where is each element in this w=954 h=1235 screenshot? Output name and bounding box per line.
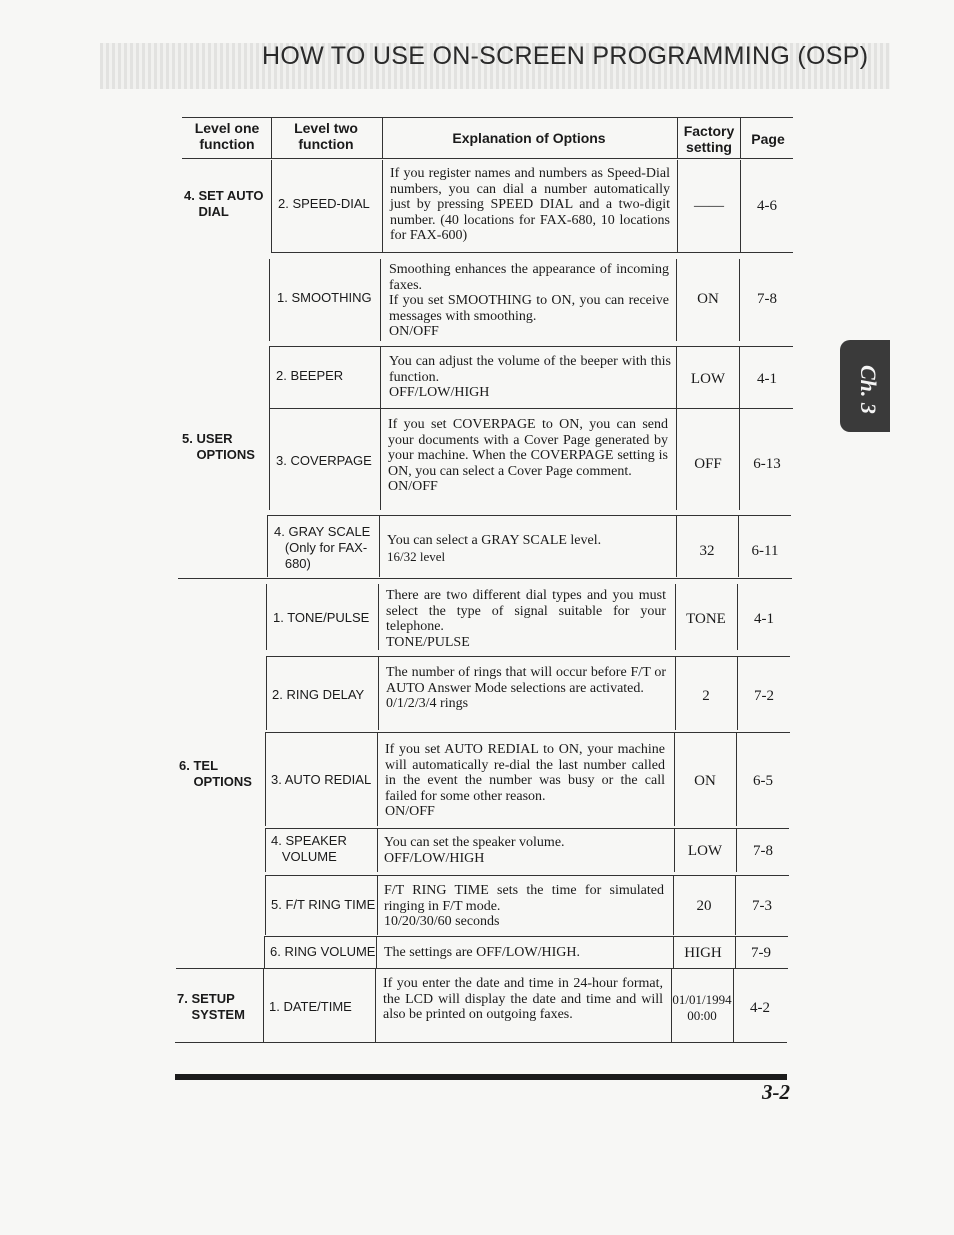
level-two-smoothing: 1. SMOOTHING bbox=[277, 290, 372, 305]
row-divider bbox=[377, 875, 378, 935]
page-smoothing: 7-8 bbox=[757, 291, 777, 307]
row-divider bbox=[673, 875, 674, 935]
explanation-auto-redial: If you set AUTO REDIAL to ON, your machine will automatically re-dial the last number called in the event the number was busy or the call failed for some other reason. ON/OFF bbox=[385, 742, 665, 819]
table-bottom-line bbox=[175, 1042, 787, 1043]
row-divider bbox=[266, 584, 267, 650]
row-divider bbox=[676, 259, 677, 341]
header-divider-1 bbox=[271, 117, 272, 158]
factory-auto-redial: ON bbox=[694, 773, 716, 789]
explanation-smoothing: Smoothing enhances the appearance of incoming faxes. If you set SMOOTHING to ON, you can receive messages with smoothing. ON/OFF bbox=[389, 262, 669, 339]
factory-gray-scale: 32 bbox=[699, 543, 715, 559]
level-one-user-options: 5. USER OPTIONS bbox=[182, 431, 255, 462]
explanation-ring-volume: The settings are OFF/LOW/HIGH. bbox=[384, 945, 580, 960]
level-two-ft-ring-time: 5. F/T RING TIME bbox=[271, 897, 376, 912]
header-top-line bbox=[182, 117, 793, 118]
page-gray-scale: 6-11 bbox=[751, 543, 779, 559]
row-divider bbox=[675, 656, 676, 730]
explanation-tone-pulse: There are two different dial types and you must select the type of signal suitable for your telephone. TONE/PULSE bbox=[386, 588, 666, 650]
page-speaker-volume: 7-8 bbox=[753, 843, 773, 859]
row-line bbox=[266, 656, 790, 657]
row-divider bbox=[674, 732, 675, 826]
level-two-date-time: 1. DATE/TIME bbox=[269, 999, 352, 1014]
level-two-speaker-volume: 4. SPEAKER VOLUME bbox=[271, 833, 347, 864]
row-divider bbox=[737, 656, 738, 730]
row-divider bbox=[733, 968, 734, 1042]
page-tone-pulse: 4-1 bbox=[754, 611, 774, 627]
factory-ring-delay: 2 bbox=[702, 688, 710, 704]
row-divider bbox=[735, 875, 736, 935]
row-divider bbox=[737, 584, 738, 650]
explanation-beeper: You can adjust the volume of the beeper with this function. OFF/LOW/HIGH bbox=[389, 354, 671, 400]
row-divider bbox=[269, 346, 270, 408]
header-divider-4 bbox=[740, 117, 741, 158]
page-auto-redial: 6-5 bbox=[753, 773, 773, 789]
row-divider bbox=[739, 346, 740, 408]
header-explanation: Explanation of Options bbox=[452, 130, 606, 146]
chapter-tab-label: Ch. 3 bbox=[856, 365, 881, 414]
row-divider bbox=[376, 936, 377, 968]
factory-coverpage: OFF bbox=[694, 456, 722, 472]
row-line bbox=[265, 828, 789, 829]
level-one-tel-options: 6. TEL OPTIONS bbox=[179, 758, 252, 789]
row-divider bbox=[378, 584, 379, 650]
row-divider bbox=[676, 515, 677, 577]
row-divider bbox=[266, 656, 267, 730]
row-divider bbox=[263, 968, 264, 1042]
level-two-speed-dial: 2. SPEED-DIAL bbox=[278, 196, 370, 211]
row-line bbox=[267, 515, 791, 516]
page-ring-volume: 7-9 bbox=[751, 945, 771, 961]
factory-smoothing: ON bbox=[697, 291, 719, 307]
level-one-setup-system: 7. SETUP SYSTEM bbox=[177, 991, 245, 1022]
factory-ft-ring-time: 20 bbox=[696, 898, 712, 914]
page-title: HOW TO USE ON-SCREEN PROGRAMMING (OSP) bbox=[262, 42, 869, 70]
row-divider bbox=[265, 875, 266, 935]
row-divider bbox=[265, 828, 266, 872]
row-divider bbox=[377, 732, 378, 826]
explanation-date-time: If you enter the date and time in 24-hour format, the LCD will display the date and time and will also be printed on outgoing faxes. bbox=[383, 976, 663, 1022]
level-two-tone-pulse: 1. TONE/PULSE bbox=[273, 610, 370, 625]
page-speed-dial: 4-6 bbox=[757, 198, 777, 214]
footer-rule bbox=[175, 1074, 787, 1080]
row-divider bbox=[740, 160, 741, 252]
header-level-one: Level one function bbox=[194, 120, 260, 152]
row-divider bbox=[380, 259, 381, 341]
row-divider bbox=[265, 732, 266, 826]
row-line bbox=[269, 346, 793, 347]
row-divider bbox=[739, 259, 740, 341]
level-two-ring-delay: 2. RING DELAY bbox=[272, 687, 365, 702]
explanation-ft-ring-time: F/T RING TIME sets the time for simulated ringing in F/T mode. 10/20/30/60 seconds bbox=[384, 883, 664, 929]
factory-beeper: LOW bbox=[690, 371, 726, 387]
header-page: Page bbox=[751, 131, 785, 147]
factory-ring-volume: HIGH bbox=[684, 945, 722, 961]
page-coverpage: 6-13 bbox=[753, 456, 781, 472]
row-divider bbox=[736, 732, 737, 826]
row-divider bbox=[675, 584, 676, 650]
page-date-time: 4-2 bbox=[750, 1000, 770, 1016]
row-divider bbox=[676, 346, 677, 408]
row-divider bbox=[375, 968, 376, 1042]
group-divider-tel bbox=[178, 578, 792, 579]
level-two-beeper: 2. BEEPER bbox=[276, 368, 344, 383]
level-two-coverpage: 3. COVERPAGE bbox=[276, 453, 372, 468]
explanation-coverpage: If you set COVERPAGE to ON, you can send your documents with a Cover Page generated by your machine. When the COVERPAGE setting is ON, you can select a Cover Page comment. ON/OFF bbox=[388, 417, 668, 494]
row-divider bbox=[736, 828, 737, 872]
row-line bbox=[265, 875, 789, 876]
page-beeper: 4-1 bbox=[757, 371, 777, 387]
factory-speed-dial: —— bbox=[694, 198, 724, 214]
row-line bbox=[266, 732, 790, 733]
header-divider-3 bbox=[677, 117, 678, 158]
row-divider bbox=[377, 828, 378, 872]
row-divider bbox=[738, 515, 739, 577]
explanation-gray-scale: You can select a GRAY SCALE level. 16/32 level bbox=[387, 533, 602, 564]
row-divider bbox=[380, 346, 381, 408]
row-divider bbox=[676, 408, 677, 510]
page-number: 3-2 bbox=[762, 1080, 790, 1104]
row-divider bbox=[264, 936, 265, 968]
level-two-auto-redial: 3. AUTO REDIAL bbox=[271, 772, 372, 787]
level-two-ring-volume: 6. RING VOLUME bbox=[270, 944, 376, 959]
header-bottom-line bbox=[182, 158, 793, 159]
level-one-set-auto-dial: 4. SET AUTO DIAL bbox=[184, 188, 264, 219]
row-divider bbox=[269, 408, 270, 510]
row-divider bbox=[269, 259, 270, 341]
explanation-speaker-volume: You can set the speaker volume. OFF/LOW/HIGH bbox=[384, 835, 565, 866]
row-divider bbox=[674, 828, 675, 872]
row-divider bbox=[379, 515, 380, 577]
header-divider-2 bbox=[382, 117, 383, 158]
row-divider bbox=[739, 408, 740, 510]
row-line bbox=[264, 936, 788, 937]
page-ft-ring-time: 7-3 bbox=[752, 898, 772, 914]
factory-date-time: 01/01/1994 00:00 bbox=[672, 992, 732, 1023]
header-factory-setting: Factory setting bbox=[683, 123, 735, 155]
row-divider bbox=[378, 656, 379, 730]
header-level-two: Level two function bbox=[294, 120, 358, 152]
group-divider-setup bbox=[176, 968, 788, 969]
row-line bbox=[271, 252, 793, 253]
explanation-ring-delay: The number of rings that will occur before F/T or AUTO Answer Mode selections are activated. 0/1/2/3/4 rings bbox=[386, 665, 666, 711]
row-divider bbox=[380, 408, 381, 510]
row-divider bbox=[267, 515, 268, 577]
level-two-gray-scale: 4. GRAY SCALE (Only for FAX- 680) bbox=[274, 524, 371, 571]
row-line bbox=[269, 408, 793, 409]
row-divider bbox=[677, 160, 678, 252]
factory-tone-pulse: TONE bbox=[686, 611, 726, 627]
row-divider bbox=[271, 160, 272, 252]
explanation-speed-dial: If you register names and numbers as Speed-Dial numbers, you can dial a number automatically just by pressing SPEED DIAL and a two-digit number. (40 locations for FAX-680, 10 locations for FAX-600) bbox=[390, 166, 670, 243]
factory-speaker-volume: LOW bbox=[687, 843, 723, 859]
page-ring-delay: 7-2 bbox=[754, 688, 774, 704]
row-divider bbox=[382, 160, 383, 252]
